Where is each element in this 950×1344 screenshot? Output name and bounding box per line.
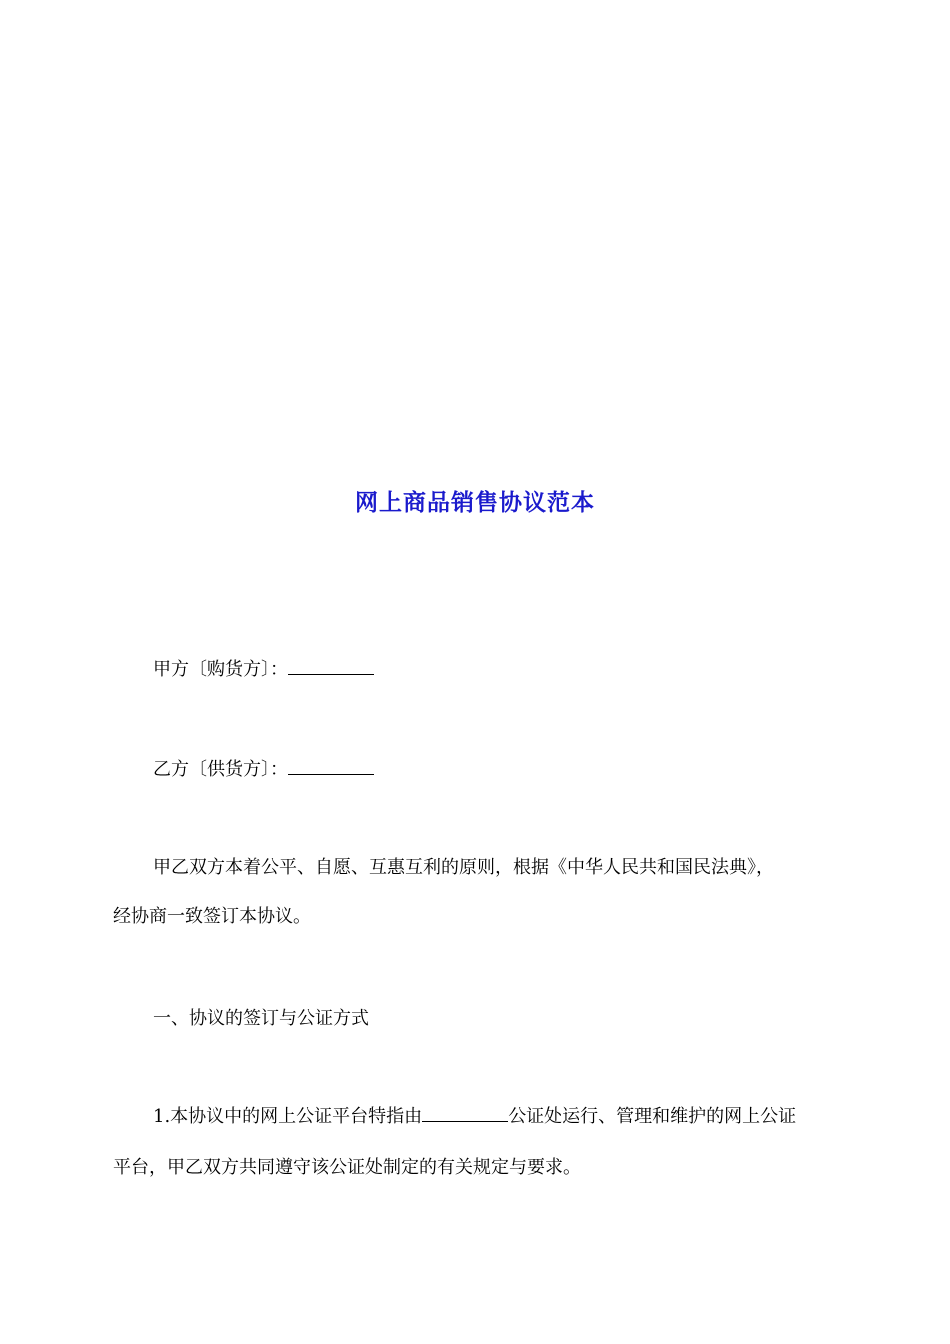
clause-1-blank <box>422 1106 508 1122</box>
party-a-line <box>113 657 883 683</box>
document-title: 网上商品销售协议范本 <box>355 490 595 516</box>
preamble-line-1: 甲乙双方本着公平、自愿、互惠互利的原则，根据《中华人民共和国民法典》， <box>153 857 774 878</box>
clause-1-line-2: 平台，甲乙双方共同遵守该公证处制定的有关规定与要求。 <box>113 1157 581 1178</box>
party-b-blank <box>288 759 374 775</box>
preamble-line-2: 经协商一致签订本协议。 <box>113 906 311 927</box>
party-b-line <box>113 757 883 783</box>
clause-1-prefix: 1.本协议中的网上公证平台特指由 <box>153 1106 423 1127</box>
party-b-label: 乙方〔供货方〕： <box>153 759 288 780</box>
clause-1-suffix: 公证处运行、管理和维护的网上公证 <box>508 1106 797 1127</box>
party-a-label: 甲方〔购货方〕： <box>153 659 288 680</box>
party-a-blank <box>288 659 374 675</box>
section-1-heading: 一、协议的签订与公证方式 <box>153 1008 369 1029</box>
clause-1-line-1 <box>113 1104 883 1130</box>
